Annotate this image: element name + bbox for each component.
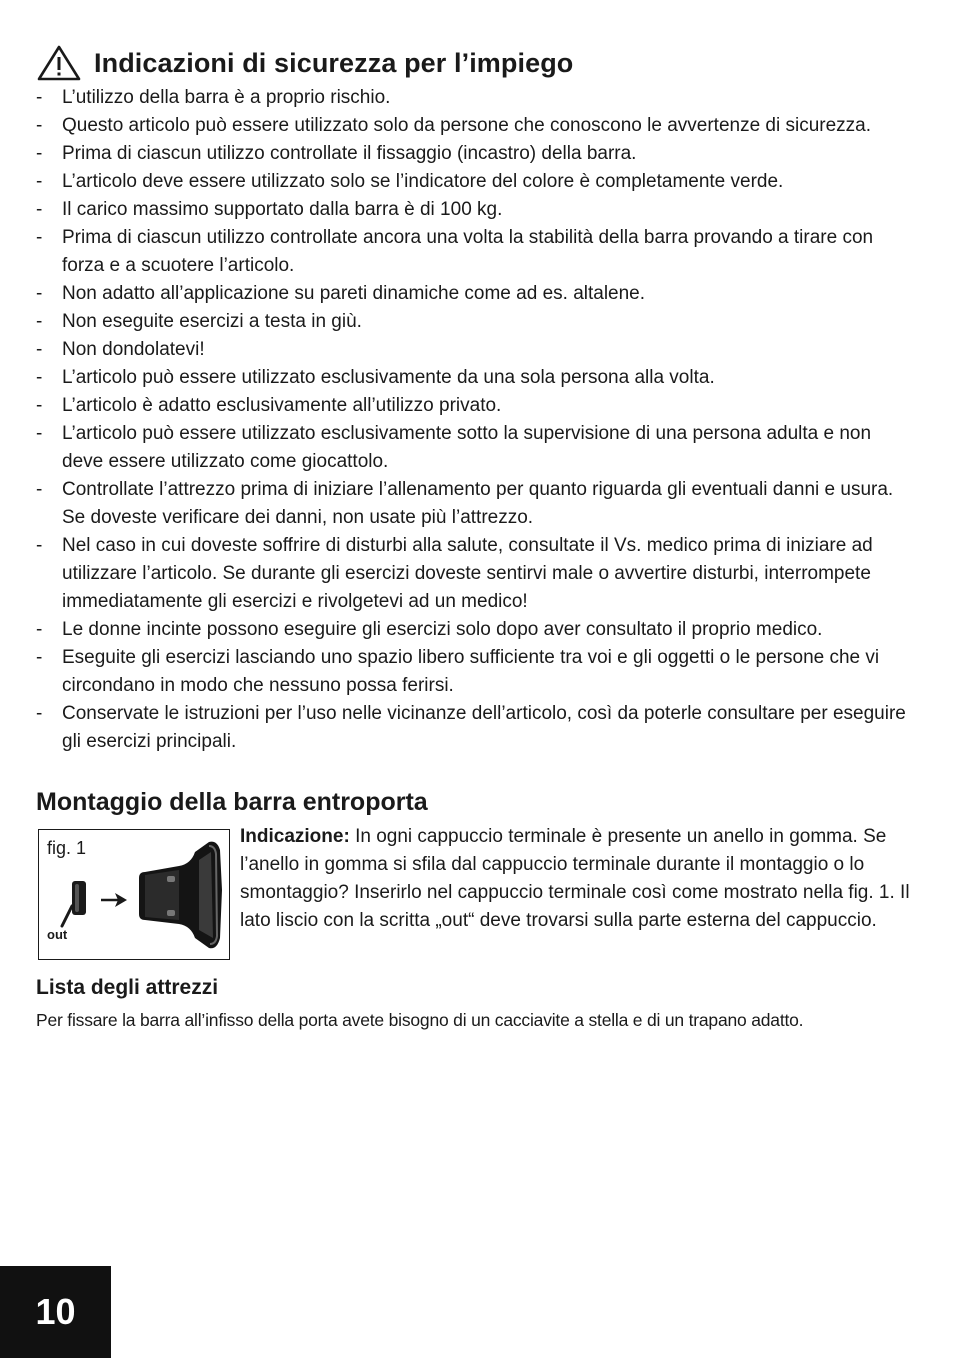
safety-heading-text: Indicazioni di sicurezza per l’impiego [94,47,574,78]
list-item [36,224,916,280]
list-item [36,364,916,392]
note-label: Indicazione: [240,826,350,847]
bullet-dash: - [36,703,43,724]
list-item [36,532,916,616]
bullet-dash: - [36,535,43,556]
bullet-dash: - [36,339,43,360]
figure-1 [38,829,230,960]
list-item-text: L’articolo può essere utilizzato esclusivamente da una sola persona alla volta. [62,367,715,388]
bullet-dash: - [36,311,43,332]
list-item [36,644,916,700]
list-item [36,616,916,644]
list-item-text: L’utilizzo della barra è a proprio rischio. [62,87,391,108]
list-item-text: Il carico massimo supportato dalla barra è di 100 kg. [62,199,503,220]
list-item-text: Non dondolatevi! [62,339,205,360]
list-item [36,112,916,140]
list-item-text: L’articolo è adatto esclusivamente all’utilizzo privato. [62,395,502,416]
list-item [36,392,916,420]
bullet-dash: - [36,227,43,248]
safety-heading [36,44,573,82]
bullet-dash: - [36,423,43,444]
note-text: In ogni cappuccio terminale è presente un anello in gomma. Se l’anello in gomma si sfila dal cappuccio terminale durante il montaggio o lo smontaggio? Inserirlo nel cappuccio terminale così come mostrato nella fig. 1. Il lato liscio con la scritta „out“ deve trovarsi sulla parte esterna del cappuccio. [240,826,910,931]
bullet-dash: - [36,171,43,192]
list-item-text: Questo articolo può essere utilizzato solo da persone che conoscono le avvertenze di sicurezza. [62,115,872,136]
list-item [36,336,916,364]
bullet-dash: - [36,143,43,164]
list-item-text: L’articolo può essere utilizzato esclusivamente sotto la supervisione di una persona adulta e non deve essere utilizzato come giocattolo. [62,423,872,472]
end-cap-illustration [39,830,231,961]
figure-label: fig. 1 [47,838,87,858]
tools-text: Per fissare la barra all’infisso della porta avete bisogno di un cacciavite a stella e di un trapano adatto. [36,1010,804,1030]
list-item-text: Non adatto all’applicazione su pareti dinamiche come ad es. altalene. [62,283,646,304]
list-item-text: Non eseguite esercizi a testa in giù. [62,311,362,332]
list-item [36,196,916,224]
list-item [36,168,916,196]
page-number: 10 [0,1266,111,1358]
out-label: out [47,927,68,942]
list-item-text: Eseguite gli esercizi lasciando uno spazio libero sufficiente tra voi e gli oggetti o le persone che vi circondano in modo che nessuno possa ferirsi. [62,647,880,696]
bullet-dash: - [36,199,43,220]
list-item-text: Prima di ciascun utilizzo controllate il fissaggio (incastro) della barra. [62,143,637,164]
bullet-dash: - [36,115,43,136]
list-item-text: Controllate l’attrezzo prima di iniziare l’allenamento per quanto riguarda gli eventuali danni e usura. Se doveste verificare dei danni, non usate più l’attrezzo. [62,479,894,528]
bullet-dash: - [36,479,43,500]
warning-triangle-icon [36,44,82,82]
list-item [36,280,916,308]
list-item [36,700,916,756]
tools-heading: Lista degli attrezzi [36,976,219,999]
list-item-text: L’articolo deve essere utilizzato solo se l’indicatore del colore è completamente verde. [62,171,784,192]
list-item [36,140,916,168]
bullet-dash: - [36,87,43,108]
assembly-heading: Montaggio della barra entroporta [36,788,428,816]
list-item [36,476,916,532]
bullet-dash: - [36,619,43,640]
list-item [36,84,916,112]
list-item-text: Conservate le istruzioni per l’uso nelle vicinanze dell’articolo, così da poterle consultare per eseguire gli esercizi principali. [62,703,906,752]
list-item-text: Le donne incinte possono eseguire gli esercizi solo dopo aver consultato il proprio medico. [62,619,823,640]
bullet-dash: - [36,647,43,668]
bullet-dash: - [36,283,43,304]
list-item-text: Prima di ciascun utilizzo controllate ancora una volta la stabilità della barra provando a tirare con forza e a scuotere l’articolo. [62,227,874,276]
list-item [36,420,916,476]
safety-list [36,84,916,756]
bullet-dash: - [36,367,43,388]
list-item-text: Nel caso in cui doveste soffrire di disturbi alla salute, consultate il Vs. medico prima di iniziare ad utilizzare l’articolo. Se durante gli esercizi doveste sentirvi male o avvertire disturbi, interrompete immediatamente gli esercizi e rivolgetevi ad un medico! [62,535,873,612]
assembly-note [240,823,910,935]
list-item [36,308,916,336]
bullet-dash: - [36,395,43,416]
